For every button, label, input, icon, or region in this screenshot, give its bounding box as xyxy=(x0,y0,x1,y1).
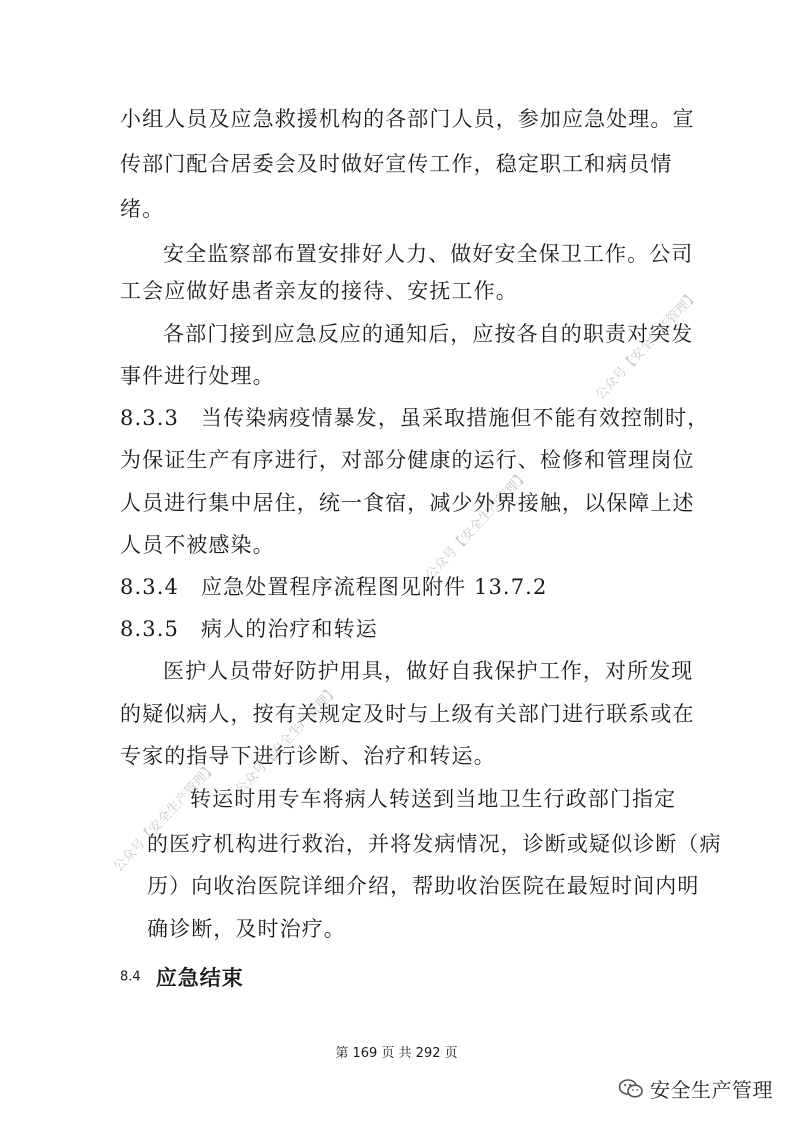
watermark: 公众号【安全生产管理】 xyxy=(232,683,342,798)
text-line: 传部门配合居委会及时做好宣传工作，稳定职工和病员情 xyxy=(120,152,673,176)
text-line: 的医疗机构进行救治，并将发病情况，诊断或疑似诊断（病 xyxy=(147,832,722,856)
text-line: 事件进行处理。 xyxy=(120,364,275,388)
text-line: 专家的指导下进行诊断、治疗和转运。 xyxy=(120,744,496,768)
section-heading xyxy=(120,962,244,992)
text-line: 小组人员及应急救援机构的各部门人员，参加应急处理。宣 xyxy=(120,107,695,131)
text-line: 历）向收治医院详细介绍，帮助收治医院在最短时间内明 xyxy=(147,874,700,898)
text-line: 8.3.4 应急处置程序流程图见附件 13.7.2 xyxy=(120,575,548,599)
text-line: 为保证生产有序进行，对部分健康的运行、检修和管理岗位 xyxy=(120,448,695,472)
watermark: 公众号【安全生产管理】 xyxy=(110,760,220,875)
text-line: 工会应做好患者亲友的接待、安抚工作。 xyxy=(120,279,518,303)
wechat-icon xyxy=(618,1076,644,1102)
text-line: 确诊断，及时治疗。 xyxy=(147,917,346,941)
section-title: 应急结束 xyxy=(155,966,244,990)
brand-name: 安全生产管理 xyxy=(650,1078,773,1102)
text-line: 的疑似病人，按有关规定及时与上级有关部门进行联系或在 xyxy=(120,702,695,726)
text-line: 转运时用专车将病人转送到当地卫生行政部门指定 xyxy=(190,787,677,811)
page-footer: 第 169 页 共 292 页 xyxy=(335,1046,458,1061)
text-line: 安全监察部布置安排好人力、做好安全保卫工作。公司 xyxy=(163,242,694,266)
text-line: 绪。 xyxy=(120,197,165,221)
text-line: 人员不被感染。 xyxy=(120,533,275,557)
watermark: 公众号【安全生产管理】 xyxy=(592,288,702,403)
brand-badge xyxy=(618,1074,773,1103)
section-number: 8.4 xyxy=(120,969,141,985)
text-line: 医护人员带好防护用具，做好自我保护工作，对所发现 xyxy=(163,659,694,683)
text-line: 8.3.3 当传染病疫情暴发，虽采取措施但不能有效控制时， xyxy=(120,406,710,430)
watermark: 公众号【安全生产管理】 xyxy=(422,468,532,583)
text-line: 人员进行集中居住，统一食宿，减少外界接触，以保障上述 xyxy=(120,491,695,515)
text-line: 8.3.5 病人的治疗和转运 xyxy=(120,617,378,641)
text-line: 各部门接到应急反应的通知后，应按各自的职责对突发 xyxy=(163,322,694,346)
